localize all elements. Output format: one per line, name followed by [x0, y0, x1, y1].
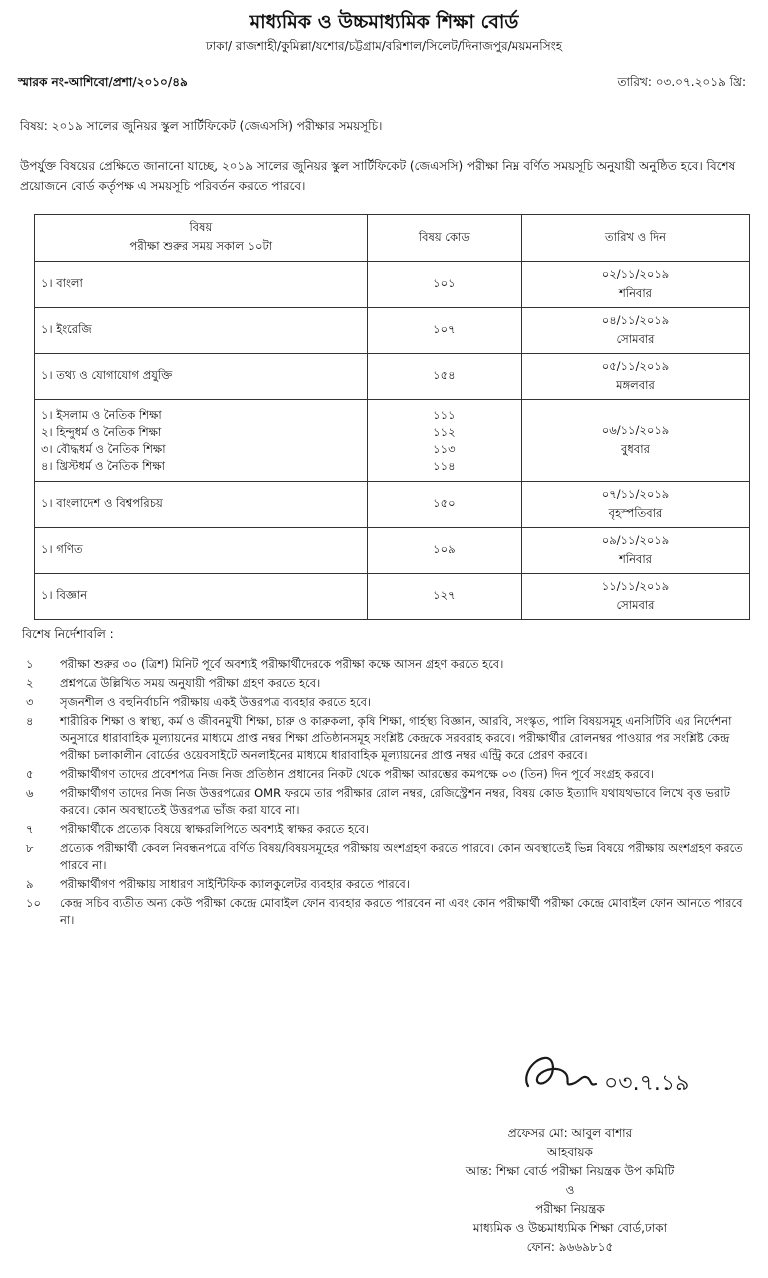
subject-line: বিষয়: ২০১৯ সালের জুনিয়র স্কুল সার্টিফিকেট (জেএসসি) পরীক্ষার সময়সূচি। [20, 119, 383, 133]
signatory-committee: আন্ত: শিক্ষা বোর্ড পরীক্ষা নিয়ন্ত্রক উপ কমিটি [465, 1164, 675, 1178]
code-cell: ১০৯ [367, 528, 521, 574]
code-cell: ১২৭ [367, 574, 521, 620]
code-cell: ১৫৪ [367, 354, 521, 400]
signatory-role-controller: পরীক্ষা নিয়ন্ত্রক [535, 1202, 605, 1216]
table-row [35, 262, 750, 308]
code-item: ১১১ [433, 407, 456, 422]
list-item [22, 876, 752, 893]
code-item: ১১২ [433, 424, 456, 439]
rule-text: পরীক্ষার্থীগণ তাদের প্রবেশপত্র নিজ নিজ প্রতিষ্ঠান প্রধানের নিকট থেকে পরীক্ষা আরম্ভের কমপক্ষে ০৩ (তিন) দিন পূর্বে সংগ্রহ করবে। [60, 767, 655, 781]
signatory-organization: মাধ্যমিক ও উচ্চমাধ্যমিক শিক্ষা বোর্ড,ঢাকা [472, 1221, 668, 1235]
rule-number: ৫ [26, 767, 34, 781]
subject-cell: ১। বাংলাদেশ ও বিশ্বপরিচয় [35, 482, 368, 528]
date-cell [521, 482, 749, 528]
special-instructions-title: বিশেষ নির্দেশাবলি : [22, 627, 114, 641]
table-row [35, 308, 750, 354]
rule-text: প্রত্যেক পরীক্ষার্থী কেবল নিবন্ধনপত্রে বর্ণিত বিষয়/বিষয়সমূহের পরীক্ষায় অংশগ্রহণ করতে পারবে। কোন অবস্থাতেই ভিন্ন বিষয়ে পরীক্ষায় অংশগ্রহণ করতে পারবে না। [60, 841, 743, 872]
exam-date: ০৭/১১/২০১৯ [601, 486, 670, 501]
table-row [35, 400, 750, 482]
rule-number: ৩ [26, 695, 34, 709]
code-item: ১১৩ [433, 441, 456, 456]
subject-cell: ১। ইংরেজি [35, 308, 368, 354]
rule-number: ২ [26, 676, 34, 690]
signatory-conjunction: ও [565, 1183, 575, 1197]
signatory-block [380, 1124, 760, 1257]
rule-text: পরীক্ষার্থীগণ তাদের নিজ নিজ উত্তরপত্রের OMR ফরমে তার পরীক্ষার রোল নম্বর, রেজিস্ট্রেশন নম্বর, বিষয় কোড ইত্যাদি যথাযথভাবে লিখে বৃত্ত ভরাট করবে। কোন অবস্থাতেই উত্তরপত্র ভাঁজ করা যাবে না। [60, 786, 730, 817]
date-cell [521, 574, 749, 620]
rule-text: প্রশ্নপত্রে উল্লিখিত সময় অনুযায়ী পরীক্ষা গ্রহণ করতে হবে। [60, 676, 321, 690]
rule-number: ৭ [26, 822, 34, 836]
exam-date: ০২/১১/২০১৯ [601, 266, 670, 281]
exam-day: সোমবার [616, 597, 655, 612]
date-cell [521, 262, 749, 308]
rule-number: ১ [26, 657, 34, 671]
exam-date: ০৯/১১/২০১৯ [601, 532, 670, 547]
list-item [22, 713, 752, 764]
date-cell [521, 308, 749, 354]
list-item [22, 675, 752, 692]
exam-day: বৃহস্পতিবার [608, 505, 663, 520]
rule-text: শারীরিক শিক্ষা ও স্বাস্থ্য, কর্ম ও জীবনমুখী শিক্ষা, চারু ও কারুকলা, কৃষি শিক্ষা, গার্হস্থ্য বিজ্ঞান, আরবি, সংস্কৃত, পালি বিষয়সমূহ এনসিটিবি এর নির্দেশনা অনুসারে ধারাবাহিক মূল্যায়নের মাধ্যমে প্রাপ্ত নম্বর শিক্ষা প্রতিষ্ঠানসমূহ সংশ্লিষ্ট কেন্দ্রকে সরবরাহ করবে। পরীক্ষার্থীর রোলনম্বর পাওয়ার পর সংশ্লিষ্ট কেন্দ্র পরীক্ষা চলাকালীন বোর্ডের ওয়েবসাইটে অনলাইনের মাধ্যমে ধারাবাহিক মূল্যায়নের প্রাপ্ত নম্বর এন্ট্রি করে প্রেরণ করবে। [60, 714, 732, 762]
exam-day: মঙ্গলবার [616, 377, 655, 392]
exam-day: বুধবার [621, 441, 650, 456]
header-subject: বিষয় [189, 220, 213, 234]
rule-text: সৃজনশীল ও বহুনির্বাচনি পরীক্ষায় একই উত্তরপত্র ব্যবহার করতে হবে। [60, 695, 372, 709]
signatory-role: আহবায়ক [547, 1145, 593, 1159]
signatory-phone: ফোন: ৯৬৬৯৮১৫ [526, 1240, 614, 1254]
list-item [22, 895, 752, 929]
subject-cell: ১। বাংলা [35, 262, 368, 308]
table-row [35, 482, 750, 528]
list-item [22, 694, 752, 711]
table-row [35, 574, 750, 620]
rule-number: ৪ [26, 714, 34, 728]
exam-date: ০৫/১১/২০১৯ [601, 358, 670, 373]
code-item: ১১৪ [433, 458, 456, 473]
exam-day: শনিবার [618, 285, 652, 300]
subject-cell: ১। তথ্য ও যোগাযোগ প্রযুক্তি [35, 354, 368, 400]
list-item [22, 656, 752, 673]
header-subject-cell [35, 215, 368, 262]
header-date: তারিখ ও দিন [521, 215, 749, 262]
special-instructions-list [22, 656, 752, 931]
rule-number: ৬ [26, 786, 34, 800]
code-cell: ১৫০ [367, 482, 521, 528]
exam-date: ০৬/১১/২০১৯ [601, 422, 670, 437]
rule-text: পরীক্ষার্থীগণ পরীক্ষায় সাধারণ সাইন্টিফিক ক্যালকুলেটর ব্যবহার করতে পারবে। [60, 877, 410, 891]
board-title: মাধ্যমিক ও উচ্চমাধ্যমিক শিক্ষা বোর্ড [249, 11, 519, 33]
subject-cell: ১। বিজ্ঞান [35, 574, 368, 620]
signature-date: ০৩.৭.১৯ [604, 1071, 690, 1096]
intro-paragraph: উপর্যুক্ত বিষয়ের প্রেক্ষিতে জানানো যাচ্ছে, ২০১৯ সালের জুনিয়র স্কুল সার্টিফিকেট (জেএসসি) পরীক্ষা নিম্ন বর্ণিত সময়সূচি অনুযায়ী অনুষ্ঠিত হবে। বিশেষ প্রয়োজনে বোর্ড কর্তৃপক্ষ এ সময়সূচি পরিবর্তন করতে পারবে। [20, 159, 736, 193]
header-code: বিষয় কোড [367, 215, 521, 262]
subject-item: ৪। খ্রিস্টধর্ম ও নৈতিক শিক্ষা [41, 458, 165, 473]
rule-text: পরীক্ষার্থীকে প্রত্যেক বিষয়ে স্বাক্ষরলিপিতে অবশ্যই স্বাক্ষর করতে হবে। [60, 822, 370, 836]
table-row [35, 528, 750, 574]
code-cell [367, 400, 521, 482]
date-cell [521, 528, 749, 574]
rule-number: ১০ [26, 896, 41, 910]
subject-item: ২। হিন্দুধর্ম ও নৈতিক শিক্ষা [41, 424, 162, 439]
date-cell [521, 354, 749, 400]
rule-text: কেন্দ্র সচিব ব্যতীত অন্য কেউ পরীক্ষা কেন্দ্রে মোবাইল ফোন ব্যবহার করতে পারবেন না এবং কোন পরীক্ষার্থী পরীক্ষা কেন্দ্রে মোবাইল ফোন আনতে পারবে না। [60, 896, 743, 927]
subject-item: ১। ইসলাম ও নৈতিক শিক্ষা [41, 407, 162, 422]
header-subject-sub: পরীক্ষা শুরুর সময় সকাল ১০টা [129, 239, 273, 253]
exam-day: শনিবার [618, 551, 652, 566]
rule-number: ৯ [26, 877, 34, 891]
code-cell: ১০১ [367, 262, 521, 308]
memo-number: স্মারক নং-আশিবো/প্রশা/২০১০/৪৯ [18, 75, 188, 89]
list-item [22, 766, 752, 783]
rule-text: পরীক্ষা শুরুর ৩০ (ত্রিশ) মিনিট পূর্বে অবশ্যই পরীক্ষার্থীদেরকে পরীক্ষা কক্ষে আসন গ্রহণ করতে হবে। [60, 657, 504, 671]
exam-day: সোমবার [616, 331, 655, 346]
handwritten-signature [520, 1046, 750, 1102]
date-cell [521, 400, 749, 482]
exam-date: ০৪/১১/২০১৯ [601, 312, 670, 327]
subject-item: ৩। বৌদ্ধধর্ম ও নৈতিক শিক্ষা [41, 441, 166, 456]
board-subtitle: ঢাকা/ রাজশাহী/কুমিল্লা/যশোর/চট্টগ্রাম/বরিশাল/সিলেট/দিনাজপুর/ময়মনসিংহ [205, 39, 563, 53]
signatory-name: প্রফেসর মো: আবুল বাশার [507, 1126, 633, 1140]
subject-cell [35, 400, 368, 482]
table-header-row [35, 215, 750, 262]
table-row [35, 354, 750, 400]
rule-number: ৮ [26, 841, 34, 855]
exam-schedule-table [34, 214, 750, 620]
list-item [22, 821, 752, 838]
list-item [22, 840, 752, 874]
code-cell: ১০৭ [367, 308, 521, 354]
list-item [22, 785, 752, 819]
exam-date: ১১/১১/২০১৯ [601, 578, 670, 593]
memo-date: তারিখ: ০৩.০৭.২০১৯ খ্রি: [617, 75, 746, 89]
subject-cell: ১। গণিত [35, 528, 368, 574]
